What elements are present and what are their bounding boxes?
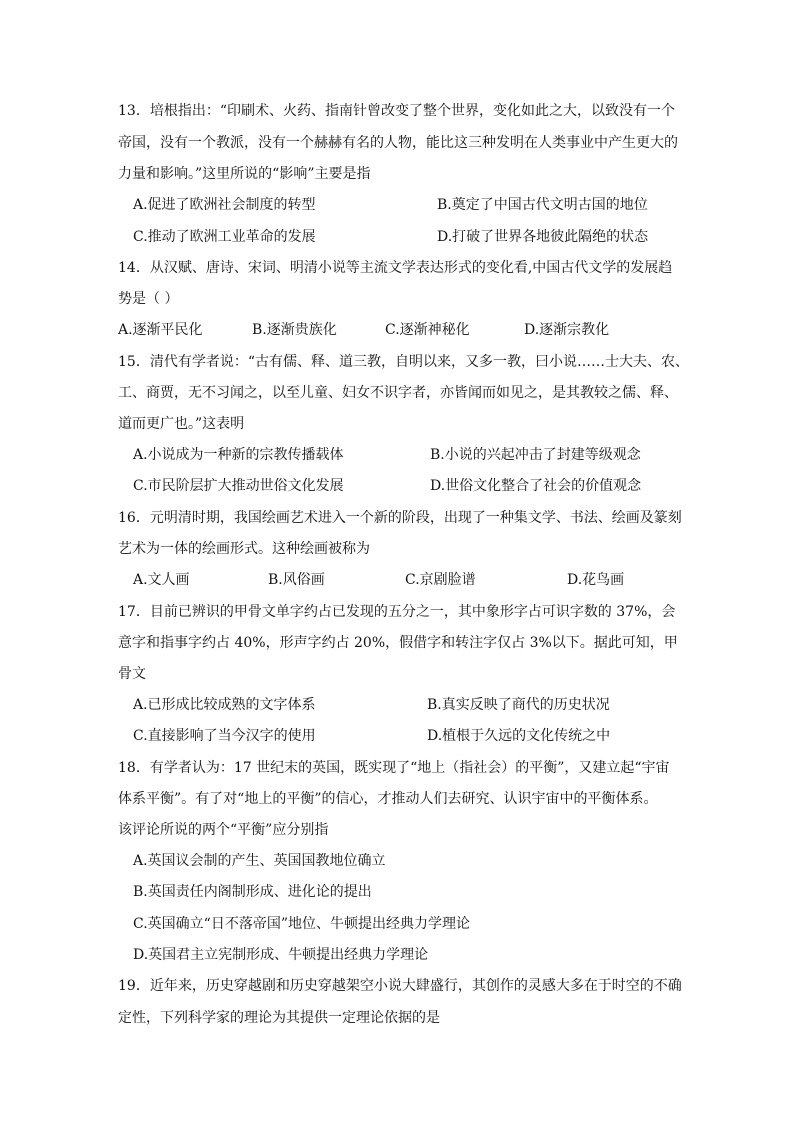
question-stem-line: 18．有学者认为：17 世纪末的英国，既实现了“地上（指社会）的平衡”，又建立起“宇宙 bbox=[118, 760, 670, 776]
option-d: D.植根于久远的文化传统之中 bbox=[427, 728, 611, 744]
question-stem-line: 势是（ ） bbox=[118, 291, 179, 307]
option-b: B.风俗画 bbox=[268, 572, 325, 588]
question-stem-line: 道而更广也。”这表明 bbox=[118, 416, 245, 432]
option-a: A.英国议会制的产生、英国国教地位确立 bbox=[133, 853, 386, 869]
option-b: B.奠定了中国古代文明古国的地位 bbox=[437, 197, 648, 213]
option-a: A.促进了欧洲社会制度的转型 bbox=[133, 197, 316, 213]
question-stem-line: 帝国，没有一个教派，没有一个赫赫有名的人物，能比这三种发明在人类事业中产生更大的 bbox=[118, 135, 678, 151]
option-b: B.小说的兴起冲击了封建等级观念 bbox=[430, 447, 641, 463]
question-stem-line: 16．元明清时期，我国绘画艺术进入一个新的阶段，出现了一种集文学、书法、绘画及篆刻 bbox=[118, 510, 682, 526]
question-stem-line: 14．从汉赋、唐诗、宋词、明清小说等主流文学表达形式的变化看,中国古代文学的发展趋 bbox=[118, 260, 673, 276]
question-stem-line: 艺术为一体的绘画形式。这种绘画被称为 bbox=[118, 541, 370, 557]
question-stem-line: 定性，下列科学家的理论为其提供一定理论依据的是 bbox=[118, 1010, 440, 1026]
option-d: D.逐渐宗教化 bbox=[524, 322, 610, 338]
option-a: A.已形成比较成熟的文字体系 bbox=[133, 697, 316, 713]
option-c: C.英国确立“日不落帝国”地位、牛顿提出经典力学理论 bbox=[133, 916, 470, 932]
option-c: C.京剧脸谱 bbox=[405, 572, 476, 588]
option-d: D.打破了世界各地彼此隔绝的状态 bbox=[437, 229, 649, 245]
question-stem-line: 意字和指事字约占 40%，形声字约占 20%，假借字和转注字仅占 3%以下。据此可知，甲 bbox=[118, 635, 678, 651]
option-a: A.小说成为一种新的宗教传播载体 bbox=[133, 447, 344, 463]
question-stem-line: 13．培根指出：“印刷术、火药、指南针曾改变了整个世界，变化如此之大，以致没有一个 bbox=[118, 103, 675, 119]
option-b: B.真实反映了商代的历史状况 bbox=[427, 697, 610, 713]
question-stem-line: 19．近年来，历史穿越剧和历史穿越架空小说大肆盛行，其创作的灵感大多在于时空的不确 bbox=[118, 978, 682, 994]
option-d: D.英国君主立宪制形成、牛顿提出经典力学理论 bbox=[133, 947, 429, 963]
option-b: B.逐渐贵族化 bbox=[252, 322, 337, 338]
option-c: C.市民阶层扩大推动世俗文化发展 bbox=[133, 478, 344, 494]
option-c: C.推动了欧洲工业革命的发展 bbox=[133, 229, 316, 245]
question-stem-line: 该评论所说的两个“平衡”应分别指 bbox=[118, 822, 329, 838]
question-stem-line: 工、商贾，无不习闻之，以至儿童、妇女不识字者，亦皆闻而如见之，是其教较之儒、释、 bbox=[118, 385, 678, 401]
option-a: A.文人画 bbox=[133, 572, 190, 588]
option-c: C.直接影响了当今汉字的使用 bbox=[133, 728, 316, 744]
option-c: C.逐渐神秘化 bbox=[385, 322, 470, 338]
question-stem-line: 17．目前已辨识的甲骨文单字约占已发现的五分之一，其中象形字占可识字数的 37%，会 bbox=[118, 604, 676, 620]
question-stem-line: 15．清代有学者说：“古有儒、释、道三教，自明以来，又多一教，曰小说……士大夫、农、 bbox=[118, 354, 689, 370]
question-stem-line: 力量和影响。”这里所说的“影响”主要是指 bbox=[118, 166, 371, 182]
option-d: D.花鸟画 bbox=[567, 572, 625, 588]
option-d: D.世俗文化整合了社会的价值观念 bbox=[430, 478, 642, 494]
option-b: B.英国责任内阁制形成、进化论的提出 bbox=[133, 884, 372, 900]
question-stem-line: 体系平衡”。有了对“地上的平衡”的信心，才推动人们去研究、认识宇宙中的平衡体系。 bbox=[118, 791, 658, 807]
option-a: A.逐渐平民化 bbox=[118, 322, 203, 338]
question-stem-line: 骨文 bbox=[118, 666, 146, 682]
